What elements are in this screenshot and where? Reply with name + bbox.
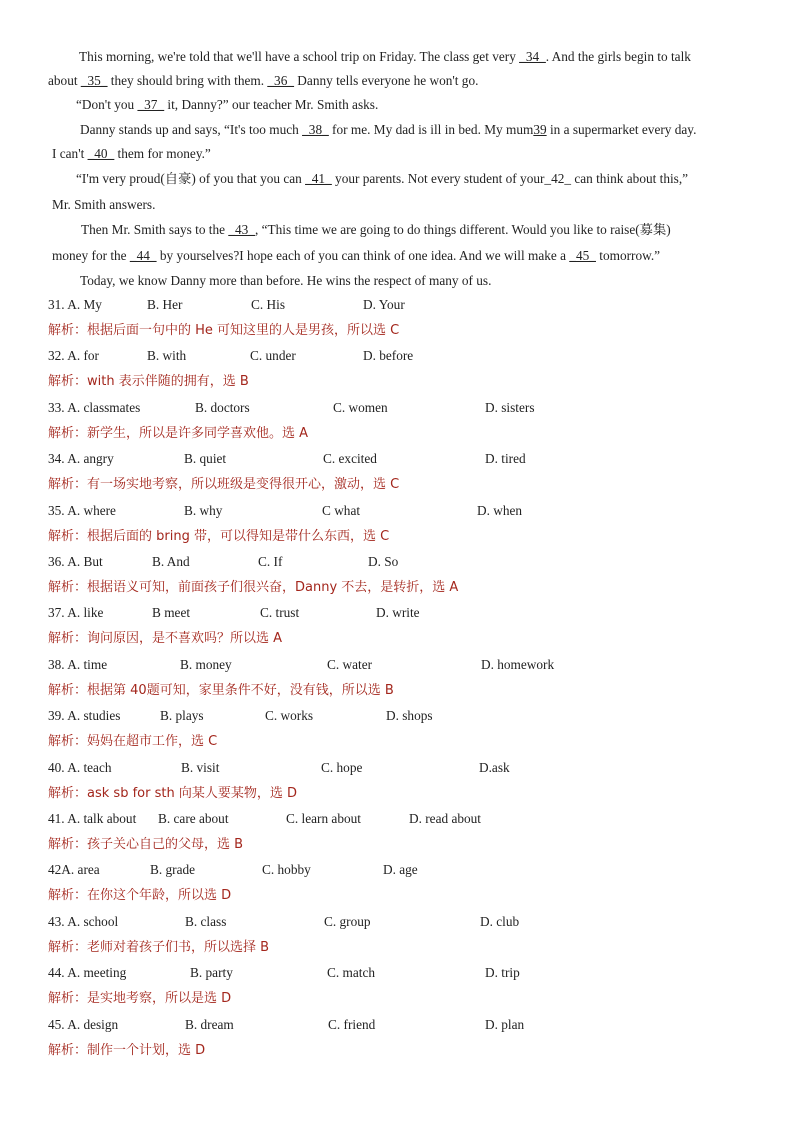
passage-line-10: Today, we know Danny more than before. He wins the respect of many of us.: [80, 273, 492, 288]
blank-34: _34_: [519, 49, 546, 64]
question-43-analysis: [48, 938, 269, 957]
question-37-option-d: D. write: [376, 605, 420, 620]
question-44-option-d: D. trip: [485, 965, 520, 980]
passage-line-3: “Don't you _37_ it, Danny?” our teacher Mr. Smith asks.: [76, 97, 379, 112]
question-34-option-b: B. quiet: [184, 451, 227, 466]
question-43-option-c: C. group: [324, 914, 371, 929]
question-36-analysis: [48, 578, 458, 597]
blank-41: _41_: [305, 171, 332, 186]
question-45-option-c: C. friend: [328, 1017, 376, 1032]
question-32-option-c: C. under: [250, 348, 296, 363]
analysis-text: 新学生，所以是许多同学喜欢他。选 A: [87, 426, 309, 441]
passage-line-8: Then Mr. Smith says to the _43_, “This time we are going to do things different. Would you like to raise(募集): [81, 222, 671, 237]
question-38-option-c: C. water: [327, 657, 373, 672]
question-41-option-b: B. care about: [158, 811, 229, 826]
question-36-option-c: C. If: [258, 554, 283, 569]
analysis-text: 有一场实地考察，所以班级是变得很开心，激动，选 C: [87, 477, 400, 492]
question-31-option-b: B. Her: [147, 297, 183, 312]
question-39-analysis: [48, 732, 217, 751]
question-42-option-c: C. hobby: [262, 862, 311, 877]
question-42-option-d: D. age: [383, 862, 418, 877]
blank-45: _45_: [569, 248, 596, 263]
analysis-label: 解析：: [48, 426, 88, 441]
blank-39: 39: [533, 122, 547, 137]
question-33-option-d: D. sisters: [485, 400, 535, 415]
question-32-option-b: B. with: [147, 348, 187, 363]
analysis-text: 是实地考察，所以是选 D: [87, 991, 232, 1006]
question-33-option-b: B. doctors: [195, 400, 250, 415]
question-42-option-a: 42A. area: [48, 862, 100, 877]
question-37-option-a: 37. A. like: [48, 605, 104, 620]
analysis-label: 解析：: [48, 991, 88, 1006]
question-35-option-a: 35. A. where: [48, 503, 116, 518]
analysis-label: 解析：: [48, 529, 88, 544]
analysis-label: 解析：: [48, 374, 88, 389]
analysis-label: 解析：: [48, 734, 88, 749]
analysis-label: 解析：: [48, 888, 88, 903]
analysis-label: 解析：: [48, 786, 88, 801]
question-44-option-a: 44. A. meeting: [48, 965, 127, 980]
analysis-label: 解析：: [48, 683, 88, 698]
analysis-text: 孩子关心自己的父母，选 B: [87, 837, 244, 852]
analysis-label: 解析：: [48, 1043, 88, 1058]
analysis-label: 解析：: [48, 477, 88, 492]
question-36-option-d: D. So: [368, 554, 399, 569]
question-43-option-d: D. club: [480, 914, 520, 929]
question-40-option-c: C. hope: [321, 760, 363, 775]
blank-37: _37_: [137, 97, 165, 112]
analysis-text: 在你这个年龄，所以选 D: [87, 888, 232, 903]
question-42-option-b: B. grade: [150, 862, 196, 877]
analysis-label: 解析：: [48, 323, 88, 338]
passage-line-7: Mr. Smith answers.: [52, 197, 156, 212]
question-38-option-a: 38. A. time: [48, 657, 108, 672]
analysis-text: 妈妈在超市工作，选 C: [87, 734, 218, 749]
question-44-option-c: C. match: [327, 965, 376, 980]
blank-43: _43_: [228, 222, 255, 237]
question-37-analysis: [48, 629, 282, 648]
question-38-option-b: B. money: [180, 657, 232, 672]
question-32-analysis: [48, 372, 249, 391]
analysis-text: 根据第 40题可知，家里条件不好，没有钱，所以选 B: [87, 683, 394, 698]
question-35-option-d: D. when: [477, 503, 523, 518]
question-36-option-b: B. And: [152, 554, 190, 569]
question-34-option-c: C. excited: [323, 451, 377, 466]
passage-line-9: money for the _44_ by yourselves?I hope each of you can think of one idea. And we will make a _45_ tomorrow.”: [52, 248, 661, 263]
blank-40: _40_: [87, 146, 115, 161]
question-31-option-d: D. Your: [363, 297, 405, 312]
question-32-option-a: 32. A. for: [48, 348, 99, 363]
analysis-text: with 表示伴随的拥有，选 B: [87, 374, 249, 389]
blank-35: _35_: [80, 73, 108, 88]
passage-line-4: Danny stands up and says, “It's too much _38_ for me. My dad is ill in bed. My mum39 in a supermarket every day.: [80, 122, 697, 137]
analysis-label: 解析：: [48, 631, 88, 646]
blank-44: _44_: [129, 248, 157, 263]
question-31-option-c: C. His: [251, 297, 285, 312]
question-39-option-a: 39. A. studies: [48, 708, 121, 723]
analysis-text: 老师对着孩子们书，所以选择 B: [87, 940, 270, 955]
question-33-analysis: [48, 424, 308, 443]
analysis-label: 解析：: [48, 940, 88, 955]
question-34-option-d: D. tired: [485, 451, 526, 466]
analysis-text: 根据后面一句中的 He 可知这里的人是男孩，所以选 C: [87, 323, 400, 338]
question-33-option-c: C. women: [333, 400, 388, 415]
question-32-option-d: D. before: [363, 348, 414, 363]
question-35-analysis: [48, 527, 389, 546]
question-35-option-c: C what: [322, 503, 361, 518]
question-42-analysis: [48, 886, 231, 905]
question-40-option-d: D.ask: [479, 760, 510, 775]
analysis-label: 解析：: [48, 837, 88, 852]
question-37-option-c: C. trust: [260, 605, 300, 620]
analysis-label: 解析：: [48, 580, 88, 595]
question-39-option-d: D. shops: [386, 708, 433, 723]
question-40-option-b: B. visit: [181, 760, 220, 775]
question-40-option-a: 40. A. teach: [48, 760, 112, 775]
question-45-analysis: [48, 1041, 205, 1060]
blank-36: _36_: [267, 73, 294, 88]
passage-line-5: I can't _40_ them for money.”: [52, 146, 211, 161]
question-36-option-a: 36. A. But: [48, 554, 103, 569]
question-44-analysis: [48, 989, 231, 1008]
passage-line-6: “I'm very proud(自豪) of you that you can _41_ your parents. Not every student of your_42_ can think about this,”: [76, 171, 689, 186]
question-39-option-b: B. plays: [160, 708, 204, 723]
question-41-option-c: C. learn about: [286, 811, 361, 826]
question-41-analysis: [48, 835, 243, 854]
question-34-option-a: 34. A. angry: [48, 451, 114, 466]
question-38-analysis: [48, 681, 394, 700]
question-45-option-b: B. dream: [185, 1017, 234, 1032]
question-39-option-c: C. works: [265, 708, 314, 723]
question-31-option-a: 31. A. My: [48, 297, 102, 312]
question-40-analysis: [48, 784, 297, 803]
passage-line-2: about _35_ they should bring with them. _36_ Danny tells everyone he won't go.: [48, 73, 479, 88]
analysis-text: ask sb for sth 向某人要某物，选 D: [87, 786, 297, 801]
question-41-option-d: D. read about: [409, 811, 481, 826]
analysis-text: 根据后面的 bring 带，可以得知是带什么东西，选 C: [87, 529, 390, 544]
question-44-option-b: B. party: [190, 965, 233, 980]
question-38-option-d: D. homework: [481, 657, 555, 672]
passage-line-1: This morning, we're told that we'll have a school trip on Friday. The class get very _34_. And the girls begin to talk: [79, 49, 691, 64]
blank-38: _38_: [302, 122, 329, 137]
question-31-analysis: [48, 321, 399, 340]
question-45-option-a: 45. A. design: [48, 1017, 119, 1032]
analysis-text: 制作一个计划，选 D: [87, 1043, 206, 1058]
question-43-option-a: 43. A. school: [48, 914, 119, 929]
analysis-text: 根据语义可知，前面孩子们很兴奋，Danny 不去，是转折，选 A: [87, 580, 459, 595]
question-34-analysis: [48, 475, 399, 494]
question-35-option-b: B. why: [184, 503, 223, 518]
question-33-option-a: 33. A. classmates: [48, 400, 141, 415]
analysis-text: 询问原因，是不喜欢吗？所以选 A: [87, 631, 283, 646]
question-43-option-b: B. class: [185, 914, 227, 929]
question-45-option-d: D. plan: [485, 1017, 525, 1032]
question-41-option-a: 41. A. talk about: [48, 811, 137, 826]
question-37-option-b: B meet: [152, 605, 191, 620]
